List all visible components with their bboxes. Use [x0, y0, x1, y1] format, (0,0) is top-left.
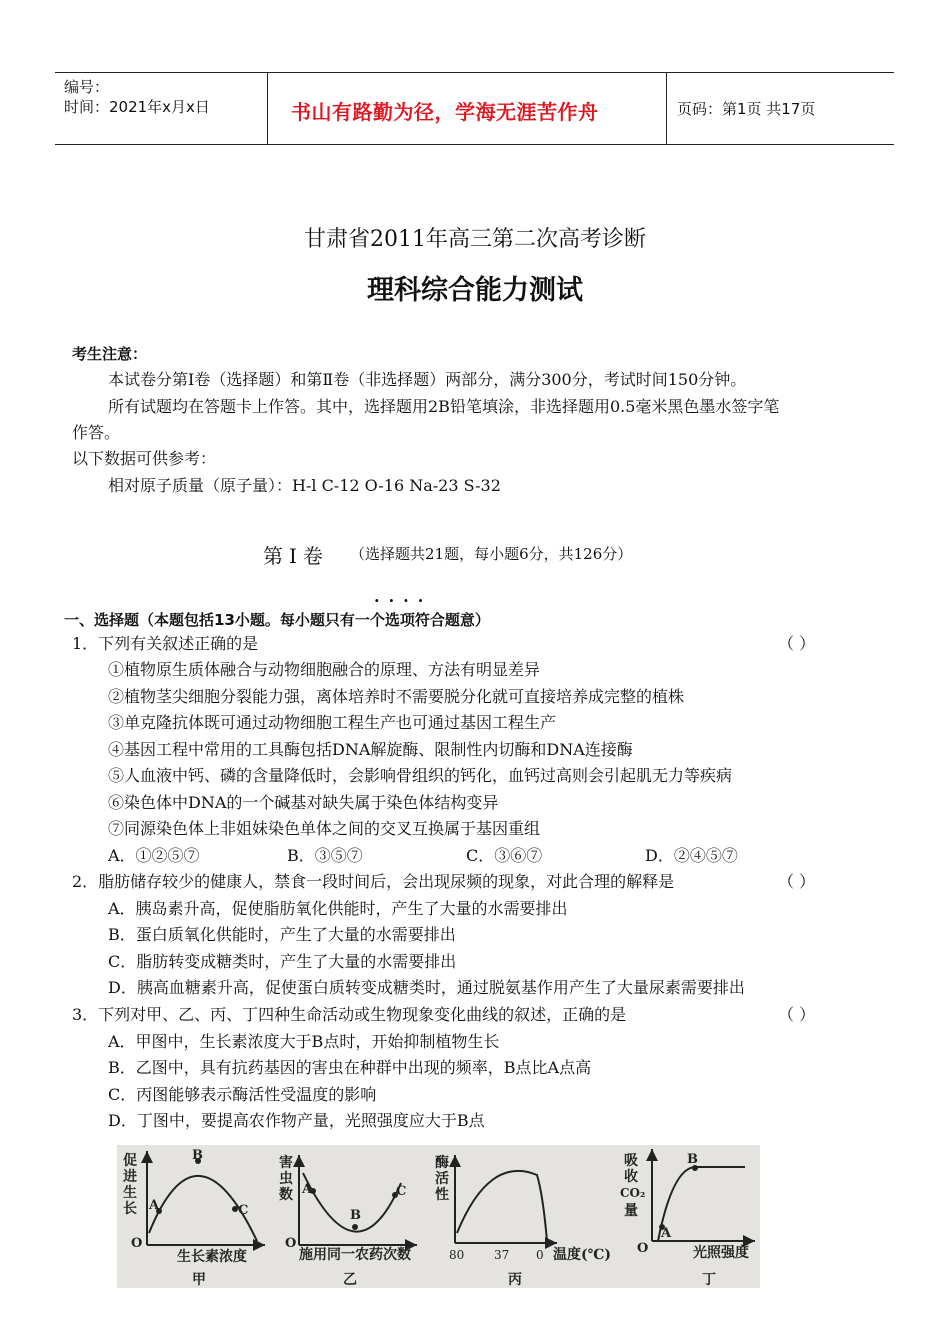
ding-label-b: B [687, 1152, 698, 1167]
bing-curve [457, 1171, 547, 1241]
graph-jia [122, 1148, 265, 1288]
bing-caption: 丙 [508, 1272, 522, 1288]
ding-ylabel-2: 收 [624, 1169, 638, 1185]
bing-ylabel-1: 酶 [435, 1155, 449, 1171]
q1-option-d: D．②④⑤⑦ [645, 846, 738, 865]
yi-origin: O [285, 1236, 297, 1251]
yi-label-a: A [302, 1182, 313, 1197]
section-subtitle: （选择题共21题，每小题6分，共126分） [350, 545, 633, 563]
q2-option-a: A．胰岛素升高，促使脂肪氧化供能时，产生了大量的水需要排出 [108, 899, 568, 918]
jia-ylabel-3: 生 [123, 1185, 137, 1201]
notice-paragraph-2-cont: 作答。 [72, 423, 121, 442]
ding-caption: 丁 [702, 1272, 716, 1288]
q3-option-d: D．丁图中，要提高农作物产量，光照强度应大于B点 [108, 1111, 485, 1130]
graph-yi [279, 1154, 417, 1288]
yi-ylabel-2: 虫 [279, 1171, 293, 1187]
q1-option-a: A．①②⑤⑦ [108, 846, 200, 865]
jia-origin: O [131, 1236, 143, 1251]
reference-values: 相对原子质量（原子量）：H-l C-12 O-16 Na-23 S-32 [108, 476, 501, 495]
q3-option-b: B．乙图中，具有抗药基因的害虫在种群中出现的频率，B点比A点高 [108, 1058, 592, 1077]
ding-origin: O [637, 1241, 649, 1256]
section-title: 第Ⅰ卷 [263, 544, 329, 568]
jia-ylabel-1: 促 [123, 1153, 137, 1169]
jia-xlabel: 生长素浓度 [177, 1249, 247, 1265]
yi-label-c: C [396, 1184, 407, 1199]
bing-tick-37: 37 [494, 1248, 510, 1262]
q2-answer-paren: （ ） [778, 872, 816, 891]
q3-option-c: C．丙图能够表示酶活性受温度的影响 [108, 1085, 377, 1104]
header-divider-right [666, 72, 667, 144]
yi-label-b: B [350, 1208, 361, 1223]
emphasis-dots: ···· [374, 591, 433, 610]
header-bottom-rule [55, 144, 894, 145]
q1-item-7: ⑦同源染色体上非姐妹染色单体之间的交叉互换属于基因重组 [108, 819, 541, 838]
header-date-label: 时间：2021年x月x日 [64, 98, 210, 116]
q2-option-d: D．胰高血糖素升高，促使蛋白质转变成糖类时，通过脱氨基作用产生了大量尿素需要排出 [108, 978, 745, 997]
q2-option-c: C．脂肪转变成糖类时，产生了大量的水需要排出 [108, 952, 457, 971]
reference-heading: 以下数据可供参考： [72, 449, 217, 468]
ding-ylabel-1: 吸 [624, 1153, 638, 1169]
exam-title-line1: 甘肃省2011年高三第二次高考诊断 [304, 227, 646, 252]
q1-item-2: ②植物茎尖细胞分裂能力强，离体培养时不需要脱分化就可直接培养成完整的植株 [108, 687, 685, 706]
jia-label-b: B [192, 1148, 203, 1163]
ding-xlabel: 光照强度 [693, 1245, 749, 1261]
header-motto: 书山有路勤为径，学海无涯苦作舟 [291, 100, 599, 124]
exam-title-line2: 理科综合能力测试 [367, 275, 583, 306]
notice-heading: 考生注意： [72, 345, 148, 363]
ding-ylabel-3: CO₂ [620, 1186, 646, 1200]
q3-figure [117, 1145, 760, 1288]
bing-tick-0: 0 [536, 1248, 544, 1262]
ding-ylabel-4: 量 [624, 1203, 638, 1219]
q1-item-3: ③单克隆抗体既可通过动物细胞工程生产也可通过基因工程生产 [108, 713, 557, 732]
jia-label-a: A [149, 1198, 160, 1213]
yi-point-b [352, 1224, 358, 1230]
jia-ylabel-4: 长 [123, 1201, 137, 1217]
jia-caption: 甲 [192, 1272, 206, 1288]
notice-paragraph-2: 所有试题均在答题卡上作答。其中，选择题用2B铅笔填涂，非选择题用0.5毫米黑色墨水签字笔 [108, 397, 780, 416]
q1-item-4: ④基因工程中常用的工具酶包括DNA解旋酶、限制性内切酶和DNA连接酶 [108, 740, 633, 759]
bing-tick-80: 80 [449, 1248, 465, 1262]
bing-xlabel: 温度(℃) [553, 1247, 612, 1263]
header-number-label: 编号： [64, 78, 110, 96]
q1-item-1: ①植物原生质体融合与动物细胞融合的原理、方法有明显差异 [108, 660, 541, 679]
notice-paragraph-1: 本试卷分第Ⅰ卷（选择题）和第Ⅱ卷（非选择题）两部分，满分300分，考试时间150分钟。 [108, 370, 747, 389]
q2-option-b: B．蛋白质氧化供能时，产生了大量的水需要排出 [108, 925, 456, 944]
header-page-info: 页码：第1页 共17页 [677, 100, 816, 118]
q1-option-b: B．③⑤⑦ [287, 846, 363, 865]
q3-option-a: A．甲图中，生长素浓度大于B点时，开始抑制植物生长 [108, 1032, 500, 1051]
q1-stem: 1．下列有关叙述正确的是 [72, 634, 259, 653]
q3-answer-paren: （ ） [778, 1005, 816, 1024]
bing-ylabel-2: 活 [435, 1171, 449, 1187]
header-divider-left [267, 72, 268, 144]
graph-bing [435, 1154, 611, 1288]
yi-caption: 乙 [343, 1272, 357, 1288]
jia-label-c: C [238, 1203, 249, 1218]
graph-ding [620, 1149, 755, 1288]
yi-xlabel: 施用同一农药次数 [299, 1247, 411, 1263]
q2-stem: 2．脂肪储存较少的健康人，禁食一段时间后，会出现尿频的现象，对此合理的解释是 [72, 872, 675, 891]
bing-ylabel-3: 性 [435, 1187, 449, 1203]
ding-label-a: A [661, 1226, 672, 1241]
q1-item-5: ⑤人血液中钙、磷的含量降低时，会影响骨组织的钙化，血钙过高则会引起肌无力等疾病 [108, 766, 733, 785]
q1-option-c: C．③⑥⑦ [466, 846, 543, 865]
yi-ylabel-3: 数 [279, 1187, 293, 1203]
header-top-rule [55, 72, 894, 73]
yi-ylabel-1: 害 [279, 1155, 293, 1171]
q1-answer-paren: （ ） [778, 634, 816, 653]
jia-ylabel-2: 进 [123, 1169, 137, 1185]
q1-item-6: ⑥染色体中DNA的一个碱基对缺失属于染色体结构变异 [108, 793, 499, 812]
q3-stem: 3．下列对甲、乙、丙、丁四种生命活动或生物现象变化曲线的叙述，正确的是 [72, 1005, 627, 1024]
section-heading: 一、选择题（本题包括13小题。每小题只有一个选项符合题意） [64, 611, 490, 629]
